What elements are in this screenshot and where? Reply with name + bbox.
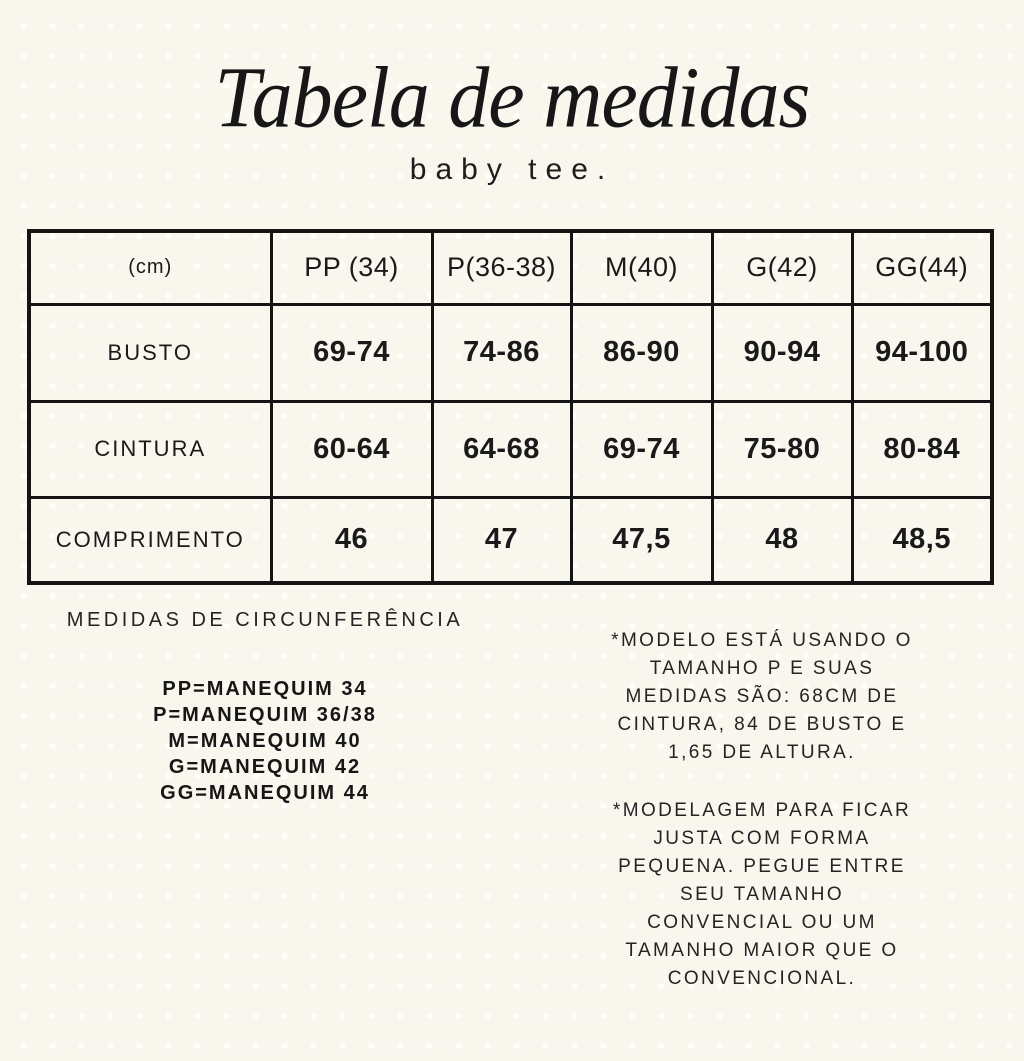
busto-value-pp: 69-74 [271,304,432,401]
busto-value-gg: 94-100 [852,304,992,401]
column-header-pp: PP (34) [271,231,432,304]
mannequin-key-p: P=MANEQUIM 36/38 [153,704,377,726]
title-block [0,45,1024,187]
table-row-comprimento [29,497,992,583]
fit-note-line: JUSTA COM FORMA [653,828,871,849]
table-row-cintura [29,401,992,497]
fit-note-line: *MODELAGEM PARA FICAR [612,800,912,821]
page-subtitle: baby tee. [409,153,615,186]
cintura-value-m: 69-74 [571,401,712,497]
fit-note-line: SEU TAMANHO [680,884,844,905]
busto-value-g: 90-94 [712,304,852,401]
column-header-g: G(42) [712,231,852,304]
comprimento-value-p: 47 [432,497,571,583]
model-note-line: *MODELO ESTÁ USANDO O [611,630,913,651]
unit-header-cell: (cm) [29,231,271,304]
row-label-cintura: CINTURA [29,401,271,497]
row-label-busto: BUSTO [29,304,271,401]
comprimento-value-pp: 46 [271,497,432,583]
row-label-comprimento: COMPRIMENTO [29,497,271,583]
fit-note-line: TAMANHO MAIOR QUE O [625,940,899,961]
bottom-section [0,609,1024,993]
mannequin-key-m: M=MANEQUIM 40 [168,730,362,752]
column-header-m: M(40) [571,231,712,304]
mannequin-key-list [0,676,530,806]
page-title: Tabela de medidas [214,49,810,146]
model-note [530,627,994,767]
comprimento-value-m: 47,5 [571,497,712,583]
mannequin-key-gg: GG=MANEQUIM 44 [160,782,370,804]
circumference-section [0,609,530,993]
busto-value-m: 86-90 [571,304,712,401]
table-row-busto [29,304,992,401]
cintura-value-p: 64-68 [432,401,571,497]
comprimento-value-g: 48 [712,497,852,583]
model-note-line: CINTURA, 84 DE BUSTO E [617,714,907,735]
mannequin-key-pp: PP=MANEQUIM 34 [162,678,368,700]
model-note-line: MEDIDAS SÃO: 68CM DE [625,686,899,707]
cintura-value-pp: 60-64 [271,401,432,497]
mannequin-key-g: G=MANEQUIM 42 [168,756,362,778]
model-note-line: 1,65 DE ALTURA. [668,742,856,763]
fit-note-line: PEQUENA. PEGUE ENTRE [618,856,906,877]
column-header-p: P(36-38) [432,231,571,304]
circumference-heading: MEDIDAS DE CIRCUNFERÊNCIA [66,609,464,631]
size-table [27,229,994,585]
notes-section [530,609,994,993]
busto-value-p: 74-86 [432,304,571,401]
fit-note-line: CONVENCIAL OU UM [647,912,877,933]
comprimento-value-gg: 48,5 [852,497,992,583]
size-table-header-row [29,231,992,304]
column-header-gg: GG(44) [852,231,992,304]
cintura-value-g: 75-80 [712,401,852,497]
fit-note [530,797,994,993]
cintura-value-gg: 80-84 [852,401,992,497]
model-note-line: TAMANHO P E SUAS [649,658,875,679]
fit-note-line: CONVENCIONAL. [667,968,857,989]
